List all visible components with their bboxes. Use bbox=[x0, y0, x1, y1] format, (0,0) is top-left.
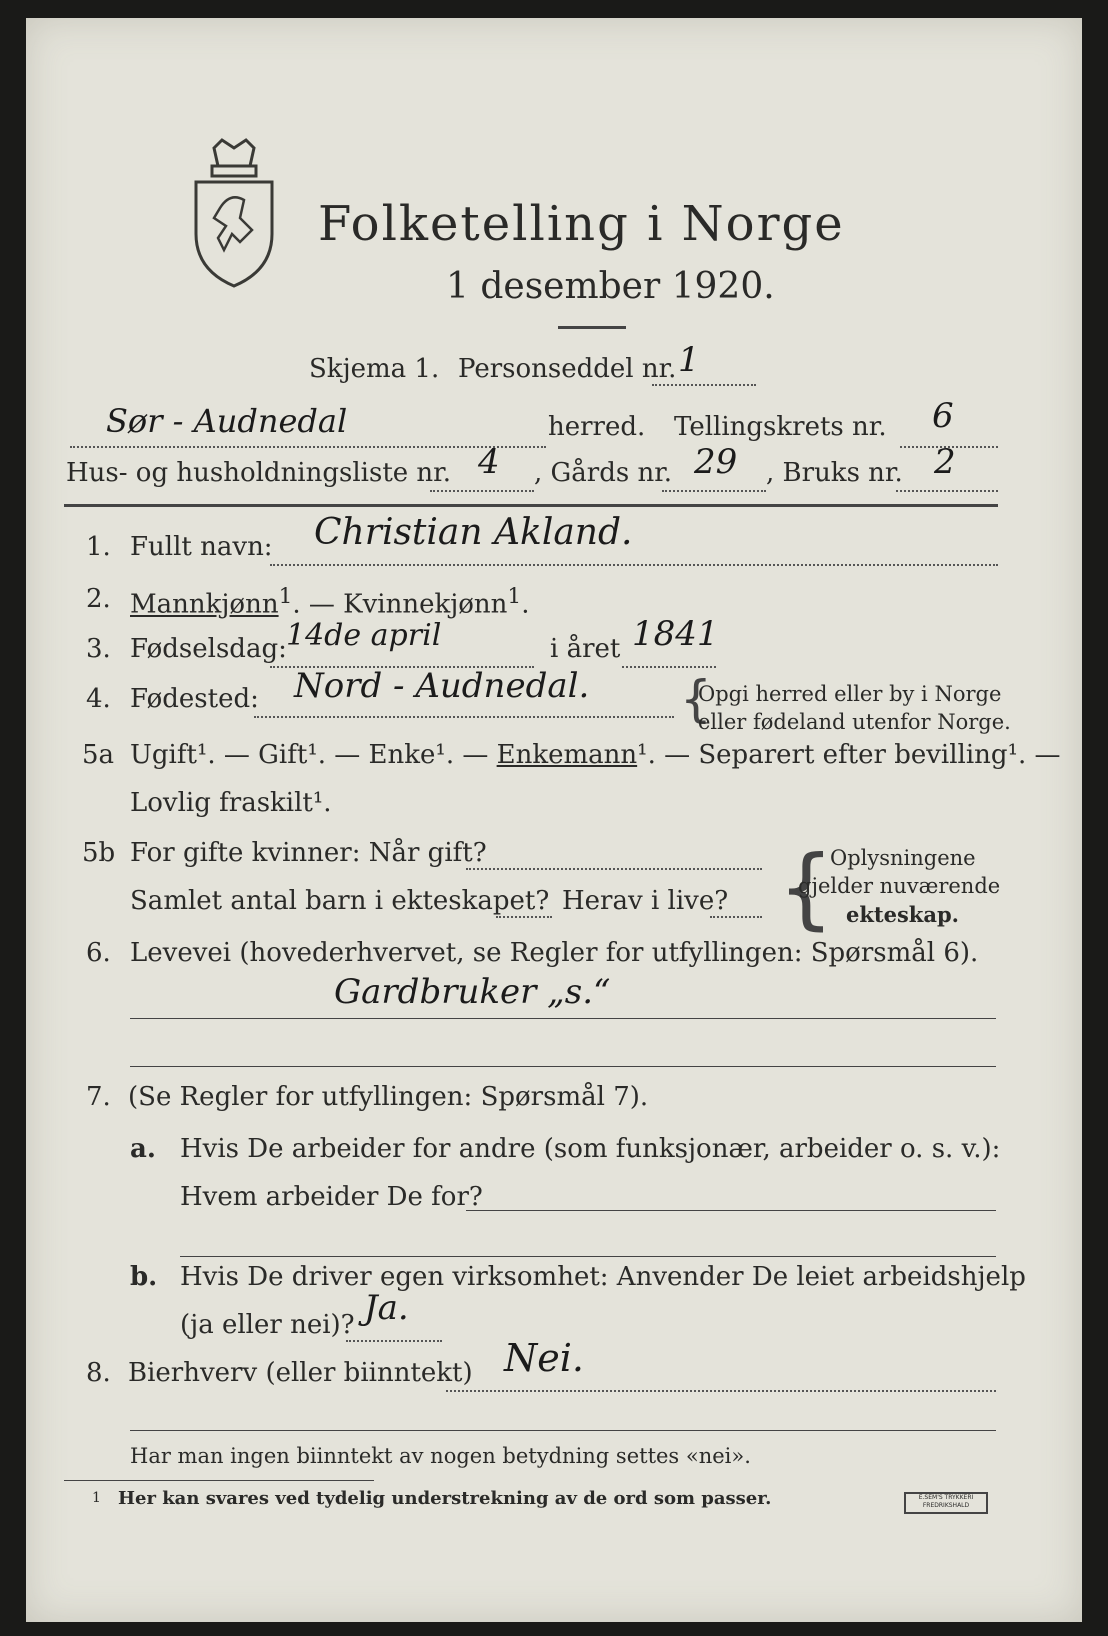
personseddel-label: Personseddel nr. bbox=[458, 354, 677, 384]
birthplace-note-1: Opgi herred eller by i Norge bbox=[698, 682, 1002, 706]
footer-note: Har man ingen biinntekt av nogen betydning settes «nei». bbox=[130, 1444, 751, 1468]
female-option: Kvinnekjønn bbox=[343, 589, 508, 620]
q8-label: Bierhverv (eller biinntekt) bbox=[128, 1358, 473, 1388]
q3-label: Fødselsdag: bbox=[130, 634, 287, 664]
hired-help-value: Ja. bbox=[364, 1288, 409, 1328]
q7-label: (Se Regler for utfyllingen: Spørsmål 7). bbox=[128, 1082, 649, 1112]
birth-year-value: 1841 bbox=[632, 614, 719, 654]
herred-label: herred. bbox=[548, 412, 646, 442]
birthplace-note-2: eller fødeland utenfor Norge. bbox=[698, 710, 1011, 734]
marriage-note-1: Oplysningene bbox=[830, 846, 976, 870]
q1-number: 1. bbox=[86, 532, 111, 562]
husholdning-label: Hus- og husholdningsliste nr. bbox=[66, 458, 452, 488]
q2-number: 2. bbox=[86, 584, 111, 614]
census-form: Folketelling i Norge 1 desember 1920. Skjema 1. Personseddel nr. 1 Sør - Audnedal herred. Tellingskrets nr. 6 Hus- og husholdningsliste nr. 4 , Gårds nr. 29 , Bruks nr. 2 1. Fullt navn: Christian Akland. 2. Mannkjønn$^1$. — Kvinnekjønn$^1$. 3. Fødselsdag: 14de april i året 1841 4. Fødested: Nord - Audnedal. { Opgi herred eller by i Norge eller fødeland utenfor Norge. 5a Ugift¹. — Gift¹. — Enke¹. — Enkemann¹. — Separert efter bevilling¹. — Lovlig fraskilt¹. 5b For gifte kvinner: Når gift? Samlet antal barn i ekteskapet? Herav i live? { Oplysningene gjelder nuværende ekteskap. 6. Levevei (hovederhvervet, se Regler for utfyllingen: Spørsmål 6). Gardbruker „s.“ 7. (Se Regler for utfyllingen: Spørsmål 7). a. Hvis De arbeider for andre (som funksjonær, arbeider o. s. v.): Hvem arbeider De for? b. Hvis De driver egen virksomhet: Anvender De leiet arbeidshjelp (ja eller nei)? Ja. 8. Bierhverv (eller biinntekt) Nei. Har man ingen biinntekt av nogen betydning settes «nei». 1 Her kan svares ved tydelig understrekning av de ord som passer. E.SEM'S TRYKKERI FREDRIKSHALD bbox=[26, 18, 1082, 1622]
marriage-note-3: ekteskap. bbox=[846, 902, 959, 927]
husholdning-value: 4 bbox=[478, 442, 500, 482]
footnote-text: Her kan svares ved tydelig understrekning av de ord som passer. bbox=[118, 1488, 772, 1509]
q7a-line2: Hvem arbeider De for? bbox=[180, 1182, 483, 1212]
q4-label: Fødested: bbox=[130, 684, 259, 714]
birthplace-value: Nord - Audnedal. bbox=[294, 666, 590, 706]
printer-stamp: E.SEM'S TRYKKERI FREDRIKSHALD bbox=[904, 1492, 988, 1514]
q7b-line2: (ja eller nei)? bbox=[180, 1310, 355, 1340]
q7a-letter: a. bbox=[130, 1134, 156, 1164]
footnote-mark: 1 bbox=[92, 1490, 101, 1506]
herred-value: Sør - Audnedal bbox=[106, 402, 348, 440]
secondary-income-value: Nei. bbox=[504, 1336, 584, 1380]
q6-number: 6. bbox=[86, 938, 111, 968]
form-title: Folketelling i Norge bbox=[318, 196, 845, 252]
bruks-value: 2 bbox=[934, 442, 956, 482]
occupation-value: Gardbruker „s.“ bbox=[334, 972, 611, 1012]
gards-label: , Gårds nr. bbox=[534, 458, 673, 488]
widower-option: Enkemann bbox=[496, 740, 638, 770]
gards-value: 29 bbox=[694, 442, 738, 482]
q6-label: Levevei (hovederhvervet, se Regler for utfyllingen: Spørsmål 6). bbox=[130, 938, 979, 968]
marital-status-options: Ugift¹. — Gift¹. — Enke¹. — Enkemann¹. — Separert efter bevilling¹. — bbox=[130, 740, 1061, 770]
coat-of-arms-icon bbox=[186, 138, 282, 290]
q5b-number: 5b bbox=[82, 838, 116, 868]
full-name-value: Christian Akland. bbox=[314, 512, 633, 553]
form-date: 1 desember 1920. bbox=[446, 266, 775, 307]
married-when-label: For gifte kvinner: Når gift? bbox=[130, 838, 487, 868]
year-label: i året bbox=[550, 634, 621, 664]
q8-number: 8. bbox=[86, 1358, 111, 1388]
header-divider bbox=[64, 504, 998, 507]
children-alive-label: Herav i live? bbox=[562, 886, 729, 916]
q7-number: 7. bbox=[86, 1082, 111, 1112]
schema-label: Skjema 1. bbox=[309, 354, 440, 384]
tellingskrets-label: Tellingskrets nr. bbox=[674, 412, 887, 442]
divorced-option: Lovlig fraskilt¹. bbox=[130, 788, 332, 818]
title-divider bbox=[558, 326, 626, 329]
bruks-label: , Bruks nr. bbox=[766, 458, 903, 488]
sex-options: Mannkjønn$^1$. — Kvinnekjønn$^1$. bbox=[130, 584, 530, 620]
q5a-number: 5a bbox=[82, 740, 115, 770]
children-count-label: Samlet antal barn i ekteskapet? bbox=[130, 886, 550, 916]
q4-number: 4. bbox=[86, 684, 111, 714]
personseddel-value: 1 bbox=[678, 340, 700, 380]
q7b-letter: b. bbox=[130, 1262, 158, 1292]
marriage-note-2: gjelder nuværende bbox=[798, 874, 1001, 898]
tellingskrets-value: 6 bbox=[932, 396, 954, 436]
q1-label: Fullt navn: bbox=[130, 532, 273, 562]
male-option: Mannkjønn bbox=[130, 589, 279, 620]
birthday-value: 14de april bbox=[286, 618, 442, 653]
q3-number: 3. bbox=[86, 634, 111, 664]
footnote-divider bbox=[64, 1480, 374, 1481]
q7a-line1: Hvis De arbeider for andre (som funksjonær, arbeider o. s. v.): bbox=[180, 1134, 1001, 1164]
q7b-line1: Hvis De driver egen virksomhet: Anvender De leiet arbeidshjelp bbox=[180, 1262, 1026, 1292]
